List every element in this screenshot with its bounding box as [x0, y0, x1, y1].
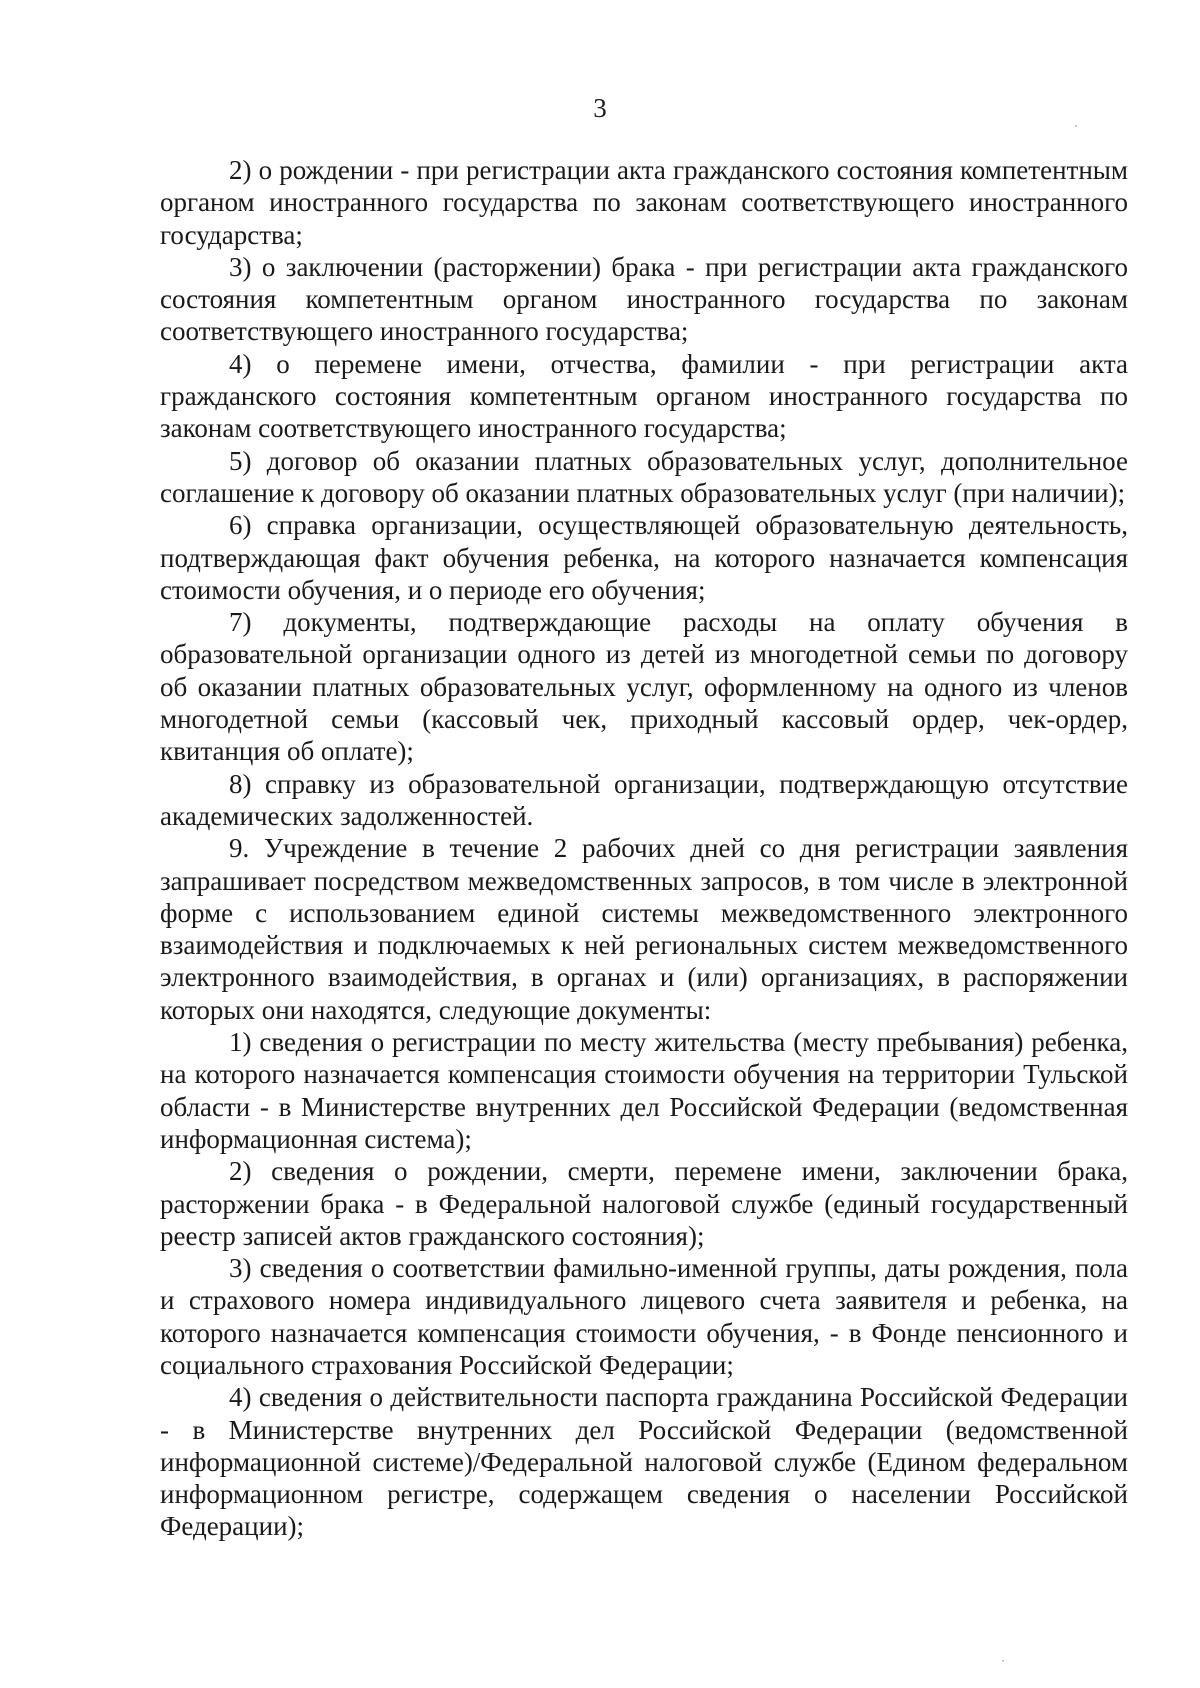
paragraph-item-3-pension-fund: 3) сведения о соответствии фамильно-именной группы, даты рождения, пола и страхового номера индивидуального лицевого счета заявителя и ребенка, на которого назначается компенсация стоимости обучения, - в Фонде пенсионного и социального страхования Российской Федерации;: [160, 1253, 1128, 1380]
paragraph-item-2-birth: 2) о рождении - при регистрации акта гражданского состояния компетентным органом иностранного государства по законам соответствующего иностранного государства;: [160, 155, 1128, 250]
paragraph-item-8-academic-certificate: 8) справку из образовательной организации, подтверждающую отсутствие академических задолженностей.: [160, 768, 1128, 831]
paragraph-item-4-passport: 4) сведения о действительности паспорта гражданина Российской Федерации - в Министерстве внутренних дел Российской Федерации (ведомственной информационной системе)/Федеральной налоговой службе (Едином федеральном информационном регистре, содержащем сведения о населении Российской Федерации);: [160, 1382, 1128, 1542]
paragraph-section-9: 9. Учреждение в течение 2 рабочих дней со дня регистрации заявления запрашивает посредством межведомственных запросов, в том числе в электронной форме с использованием единой системы межведомственного электронного взаимодействия и подключаемых к ней региональных систем межведомственного электронного взаимодействия, в органах и (или) организациях, в распоряжении которых они находятся, следующие документы:: [160, 833, 1128, 1025]
paragraph-item-2-civil-records: 2) сведения о рождении, смерти, перемене имени, заключении брака, расторжении брака - в Федеральной налоговой службе (единый государственный реестр записей актов гражданского состояния);: [160, 1156, 1128, 1251]
page-number: 3: [593, 93, 607, 123]
paragraph-item-7-payment-documents: 7) документы, подтверждающие расходы на оплату обучения в образовательной организации одного из детей из многодетной семьи по договору об оказании платных образовательных услуг, оформленному на одного из членов многодетной семьи (кассовый чек, приходный кассовый ордер, чек-ордер, квитанция об оплате);: [160, 607, 1128, 767]
document-body: [160, 154, 1128, 1543]
paragraph-item-1-registration: 1) сведения о регистрации по месту жительства (месту пребывания) ребенка, на которого назначается компенсация стоимости обучения на территории Тульской области - в Министерстве внутренних дел Российской Федерации (ведомственная информационная система);: [160, 1027, 1128, 1154]
paragraph-item-5-contract: 5) договор об оказании платных образовательных услуг, дополнительное соглашение к договору об оказании платных образовательных услуг (при наличии);: [160, 445, 1128, 508]
paragraph-item-4-name-change: 4) о перемене имени, отчества, фамилии - при регистрации акта гражданского состояния компетентным органом иностранного государства по законам соответствующего иностранного государства;: [160, 348, 1128, 444]
scan-speck: [1075, 125, 1077, 127]
paragraph-item-3-marriage: 3) о заключении (расторжении) брака - при регистрации акта гражданского состояния компетентным органом иностранного государства по законам соответствующего иностранного государства;: [160, 251, 1128, 347]
paragraph-item-6-certificate: 6) справка организации, осуществляющей образовательную деятельность, подтверждающая факт обучения ребенка, на которого назначается компенсация стоимости обучения, и о периоде его обучения;: [160, 510, 1128, 605]
scan-speck: [1002, 1660, 1004, 1662]
